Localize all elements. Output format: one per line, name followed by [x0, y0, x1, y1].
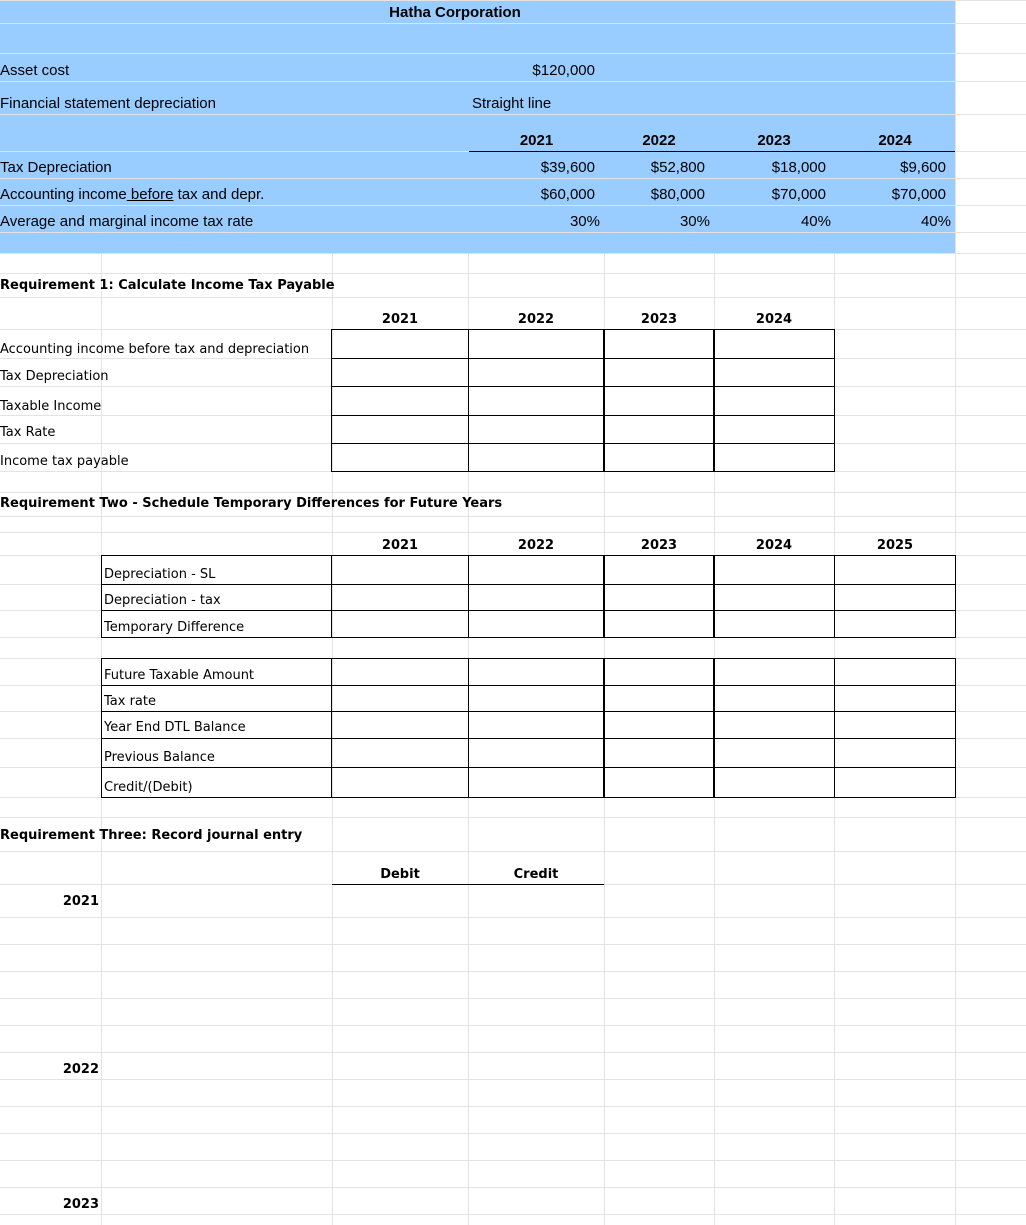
req2-cell[interactable] [331, 610, 469, 638]
gridline-row [0, 0, 1026, 1]
year-header-underline [469, 151, 955, 152]
req2-cell[interactable] [713, 658, 835, 686]
gridline-row [0, 851, 1026, 852]
gridline-row [0, 1133, 1026, 1134]
req1-cell[interactable] [713, 415, 835, 444]
req2-label-cell [101, 711, 332, 739]
req1-cell[interactable] [468, 386, 605, 416]
gridline-row [0, 253, 1026, 254]
tax-depreciation-label: Tax Depreciation [0, 159, 112, 176]
req2-label-cell [101, 685, 332, 712]
req2-cell[interactable] [603, 555, 715, 585]
req2-cell[interactable] [331, 555, 469, 585]
req1-cell[interactable] [468, 443, 605, 472]
gridline-row [0, 1052, 1026, 1053]
gridline-row [0, 917, 1026, 918]
req2-cell[interactable] [834, 555, 956, 585]
req1-cell[interactable] [331, 386, 469, 416]
req1-cell[interactable] [468, 358, 605, 387]
gridline-row [0, 817, 1026, 818]
req2-cell[interactable] [603, 767, 715, 798]
req1-year-2024: 2024 [755, 312, 793, 327]
req2-label-cell [101, 767, 332, 798]
gridline-row [0, 232, 1026, 233]
req1-cell[interactable] [713, 358, 835, 387]
gridline-row [0, 492, 1026, 493]
req2-cell[interactable] [331, 685, 469, 712]
req2-cell[interactable] [713, 555, 835, 585]
req2-cell[interactable] [603, 584, 715, 611]
req2-cell[interactable] [713, 610, 835, 638]
req1-cell[interactable] [603, 415, 715, 444]
req2-cell[interactable] [603, 711, 715, 739]
req2-cell[interactable] [468, 610, 605, 638]
gridline-row [0, 532, 1026, 533]
tax-rate-label: Average and marginal income tax rate [0, 213, 254, 230]
req2-label-cell [101, 584, 332, 611]
gridline-row [0, 297, 1026, 298]
req2-cell[interactable] [834, 738, 956, 768]
req2-cell[interactable] [468, 711, 605, 739]
input-year-2023: 2023 [757, 132, 791, 149]
gridline-row [0, 516, 1026, 517]
req2-cell[interactable] [713, 738, 835, 768]
gridline-row [0, 81, 1026, 82]
req2-cell[interactable] [603, 658, 715, 686]
req2-cell[interactable] [834, 610, 956, 638]
input-year-2022: 2022 [642, 132, 676, 149]
req2-cell[interactable] [331, 767, 469, 798]
asset-cost-value[interactable]: $120,000 [532, 62, 595, 79]
journal-year-2022: 2022 [62, 1062, 99, 1077]
req1-row-tax-depreciation: Tax Depreciation [0, 369, 109, 384]
tax-dep-2022[interactable]: $52,800 [650, 159, 705, 176]
journal-year-2021: 2021 [62, 894, 99, 909]
req1-row-accounting-income: Accounting income before tax and depreciation [0, 342, 310, 357]
req2-year-2025: 2025 [876, 538, 914, 553]
tax-dep-2024[interactable]: $9,600 [900, 159, 946, 176]
req2-cell[interactable] [603, 685, 715, 712]
gridline-row [0, 1160, 1026, 1161]
req2-label-cell [101, 658, 332, 686]
req2-cell[interactable] [834, 711, 956, 739]
req2-row-future-taxable-amount: Future Taxable Amount [104, 668, 255, 683]
req2-year-2021: 2021 [381, 538, 419, 553]
gridline-row [0, 1079, 1026, 1080]
tax-rate-2023[interactable]: 40% [800, 213, 831, 230]
tax-rate-2024[interactable]: 40% [920, 213, 951, 230]
req2-heading: Requirement Two - Schedule Temporary Differences for Future Years [0, 496, 503, 511]
req2-cell[interactable] [468, 738, 605, 768]
req2-row-depreciation-sl: Depreciation - SL [104, 567, 216, 582]
req2-year-2022: 2022 [517, 538, 555, 553]
gridline-row [0, 205, 1026, 206]
gridline-row [0, 53, 1026, 54]
req2-cell[interactable] [834, 685, 956, 712]
req2-cell[interactable] [603, 738, 715, 768]
input-year-2021: 2021 [519, 132, 554, 149]
req1-cell[interactable] [603, 443, 715, 472]
gridline-row [0, 971, 1026, 972]
req2-cell[interactable] [713, 767, 835, 798]
gridline-row [0, 1025, 1026, 1026]
gridline-row [0, 944, 1026, 945]
req1-cell[interactable] [331, 358, 469, 387]
acct-income-2024[interactable]: $70,000 [891, 186, 946, 203]
acct-income-2022[interactable]: $80,000 [650, 186, 705, 203]
tax-dep-2021[interactable]: $39,600 [540, 159, 595, 176]
req2-cell[interactable] [331, 738, 469, 768]
gridline-row [0, 273, 1026, 274]
req2-cell[interactable] [331, 658, 469, 686]
fs-depreciation-label: Financial statement depreciation [0, 95, 216, 112]
fs-depreciation-value[interactable]: Straight line [472, 95, 552, 112]
req2-row-credit-debit: Credit/(Debit) [104, 780, 193, 795]
req2-label-cell [101, 555, 332, 585]
req2-label-cell [101, 738, 332, 768]
req1-year-2021: 2021 [381, 312, 419, 327]
req1-row-income-tax-payable: Income tax payable [0, 454, 129, 469]
acct-income-2021[interactable]: $60,000 [540, 186, 595, 203]
req2-cell[interactable] [834, 767, 956, 798]
req2-cell[interactable] [331, 584, 469, 611]
gridline-row [0, 998, 1026, 999]
gridline-column [955, 0, 956, 253]
req1-cell[interactable] [603, 386, 715, 416]
req2-row-tax-rate: Tax rate [104, 694, 156, 709]
req3-heading: Requirement Three: Record journal entry [0, 828, 303, 843]
req1-cell[interactable] [331, 415, 469, 444]
req2-year-2023: 2023 [640, 538, 678, 553]
req2-cell[interactable] [331, 711, 469, 739]
req2-cell[interactable] [834, 658, 956, 686]
req1-row-taxable-income: Taxable Income [0, 399, 102, 414]
gridline-row [0, 1214, 1026, 1215]
req1-cell[interactable] [603, 358, 715, 387]
gridline-row [0, 178, 1026, 179]
req1-year-2023: 2023 [640, 312, 678, 327]
journal-header-underline [332, 884, 604, 885]
req2-cell[interactable] [603, 610, 715, 638]
req2-cell[interactable] [468, 584, 605, 611]
req2-cell[interactable] [468, 767, 605, 798]
req1-cell[interactable] [713, 443, 835, 472]
tax-dep-2023[interactable]: $18,000 [771, 159, 826, 176]
gridline-row [0, 1106, 1026, 1107]
input-year-2024: 2024 [878, 132, 912, 149]
req1-cell[interactable] [331, 329, 469, 359]
company-title: Hatha Corporation [389, 4, 521, 21]
req1-row-tax-rate: Tax Rate [0, 425, 56, 440]
req2-cell[interactable] [713, 584, 835, 611]
req2-cell[interactable] [713, 711, 835, 739]
gridline-row [0, 23, 1026, 24]
req2-row-previous-balance: Previous Balance [104, 750, 215, 765]
req2-cell[interactable] [468, 555, 605, 585]
req1-cell[interactable] [331, 443, 469, 472]
req2-cell[interactable] [468, 685, 605, 712]
tax-rate-2021[interactable]: 30% [569, 213, 600, 230]
req2-row-depreciation-tax: Depreciation - tax [104, 593, 221, 608]
req2-row-temporary-difference: Temporary Difference [104, 620, 245, 635]
tax-rate-2022[interactable]: 30% [679, 213, 710, 230]
credit-header: Credit [513, 867, 559, 882]
req2-cell[interactable] [468, 658, 605, 686]
gridline-row [0, 1187, 1026, 1188]
req2-cell[interactable] [713, 685, 835, 712]
req1-heading: Requirement 1: Calculate Income Tax Payable [0, 278, 335, 293]
req1-cell[interactable] [713, 329, 835, 359]
req1-cell[interactable] [713, 386, 835, 416]
asset-cost-label: Asset cost [0, 62, 70, 79]
accounting-income-label: Accounting income before tax and depr. [0, 186, 265, 203]
journal-year-2023: 2023 [62, 1197, 99, 1212]
req2-label-cell [101, 610, 332, 638]
gridline-row [0, 114, 1026, 115]
debit-header: Debit [380, 867, 420, 882]
req2-cell[interactable] [834, 584, 956, 611]
acct-income-2023[interactable]: $70,000 [771, 186, 826, 203]
req1-cell[interactable] [603, 329, 715, 359]
req1-cell[interactable] [468, 415, 605, 444]
req1-year-2022: 2022 [517, 312, 555, 327]
req1-cell[interactable] [468, 329, 605, 359]
req2-year-2024: 2024 [755, 538, 793, 553]
req2-row-year-end-dtl: Year End DTL Balance [104, 720, 246, 735]
